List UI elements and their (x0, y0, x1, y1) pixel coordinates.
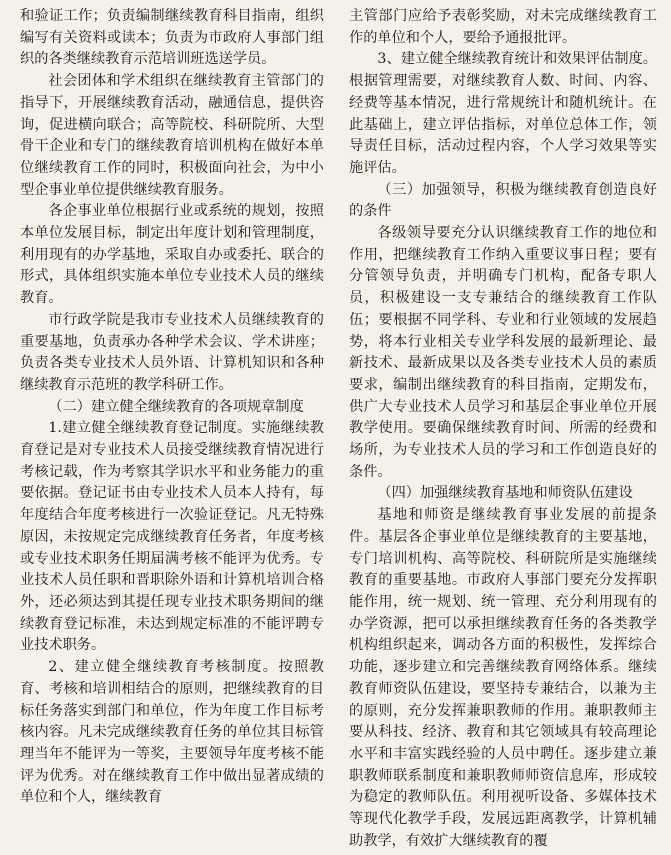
section-heading: （四）加强继续教育基地和师资队伍建设 (377, 485, 633, 502)
section-heading: （二）建立健全继续教育的各项规章制度 (48, 398, 304, 415)
right-paragraph: 各级领导要充分认识继续教育工作的地位和作用，把继续教育工作纳入重要议事日程；要有分管领导负责，并明确专门机构，配备专职人员，积极建设一支专兼结合的继续教育工作队伍；要根据不同学科、专业和行业领域的发展趋势，将本行业相关专业学科发展的最新理论、最新技术、最新成果以及各类专业技术人员的素质要求，编制出继续教育的科目指南，定期发布，供广大专业技术人员学习和基层企事业单位开展教学使用。要确保继续教育时间、所需的经费和场所，为专业技术人员的学习和工作创造良好的条件。 (349, 225, 657, 480)
left-column (20, 6, 324, 855)
section-heading: （三）加强领导，积极为继续教育创造良好的条件 (349, 181, 657, 220)
right-paragraph: 主管部门应给予表彰奖励，对未完成继续教育工作的单位和个人，要给予通报批评。 (349, 8, 657, 46)
right-paragraph: 基地和师资是继续教育事业发展的前提条件。基层各企事业单位是继续教育的主要基地，专门培训机构、高等院校、科研院所是实施继续教育的重要基地。市政府人事部门要充分发挥职能作用，统一规划、统一管理、充分利用现有的办学资源，把可以承担继续教育任务的各类教学机构组织起来，调动各方面的积极性，发挥综合功能，逐步建立和完善继续教育网络体系。继续教育师资队伍建设，要坚持专兼结合，以兼为主的原则，充分发挥兼职教师的作用。兼职教师主要从科技、经济、教育和其它领域具有较高理论水平和丰富实践经验的人员中聘任。逐步建立兼职教师联系制度和兼职教师师资信息库，形成较为稳定的教师队伍。利用视听设备、多媒体技术等现代化教学手段，发展远距离教学，计算机辅助教学，有效扩大继续教育的覆 (349, 507, 657, 849)
left-paragraph: 各企事业单位根据行业或系统的规划，按照本单位发展目标，制定出年度计划和管理制度，利用现有的办学基地，采取自办或委托、联合的形式，具体组织实施本单位专业技术人员的继续教育。 (20, 203, 324, 307)
left-paragraph: 和验证工作；负责编制继续教育科目指南，组织编写有关资料或读本；负责为市政府人事部门组织的各类继续教育示范培训班选送学员。 (20, 8, 324, 68)
left-paragraph: 2、建立健全继续教育考核制度。按照教育、考核和培训相结合的原则，把继续教育的目标任务落实到部门和单位，作为年度工作目标考核内容。凡未完成继续教育任务的单位其目标管理当年不能评为一等奖，主要领导年度考核不能评为优秀。对在继续教育工作中做出显著成绩的单位和个人，继续教育 (20, 659, 324, 806)
right-column (349, 6, 657, 855)
left-paragraph: 市行政学院是我市专业技术人员继续教育的重要基地，负责承办各种学术会议、学术讲座；负责各类专业技术人员外语、计算机知识和各种继续教育示范班的教学科研工作。 (20, 311, 324, 393)
left-paragraph: 1.建立健全继续教育登记制度。实施继续教育登记是对专业技术人员接受继续教育情况进行考核记载，作为考察其学识水平和业务能力的重要依据。登记证书由专业技术人员本人持有，每年度结合年度考核进行一次验证登记。凡无特殊原因，未按规定完成继续教育任务者，年度考核或专业技术职务任期届满考核不能评为优秀。专业技术人员任职和晋职除外语和计算机培训合格外，还必须达到其提任现专业技术职务期间的继续教育登记标准，未达到规定标准的不能评聘专业技术职务。 (20, 420, 324, 654)
right-paragraph: 3、建立健全继续教育统计和效果评估制度。根据管理需要，对继续教育人数、时间、内容、经费等基本情况，进行常规统计和随机统计。在此基础上，建立评估指标，对单位总体工作，领导责任目标，活动过程内容，个人学习效果等实施评估。 (349, 51, 657, 176)
left-paragraph: 社会团体和学术组织在继续教育主管部门的指导下，开展继续教育活动，融通信息，提供咨询，促进横向联合；高等院校、科研院所、大型骨干企业和专门的继续教育培训机构在做好本单位继续教育工作的同时，积极面向社会，为中小型企事业单位提供继续教育服务。 (20, 73, 324, 198)
